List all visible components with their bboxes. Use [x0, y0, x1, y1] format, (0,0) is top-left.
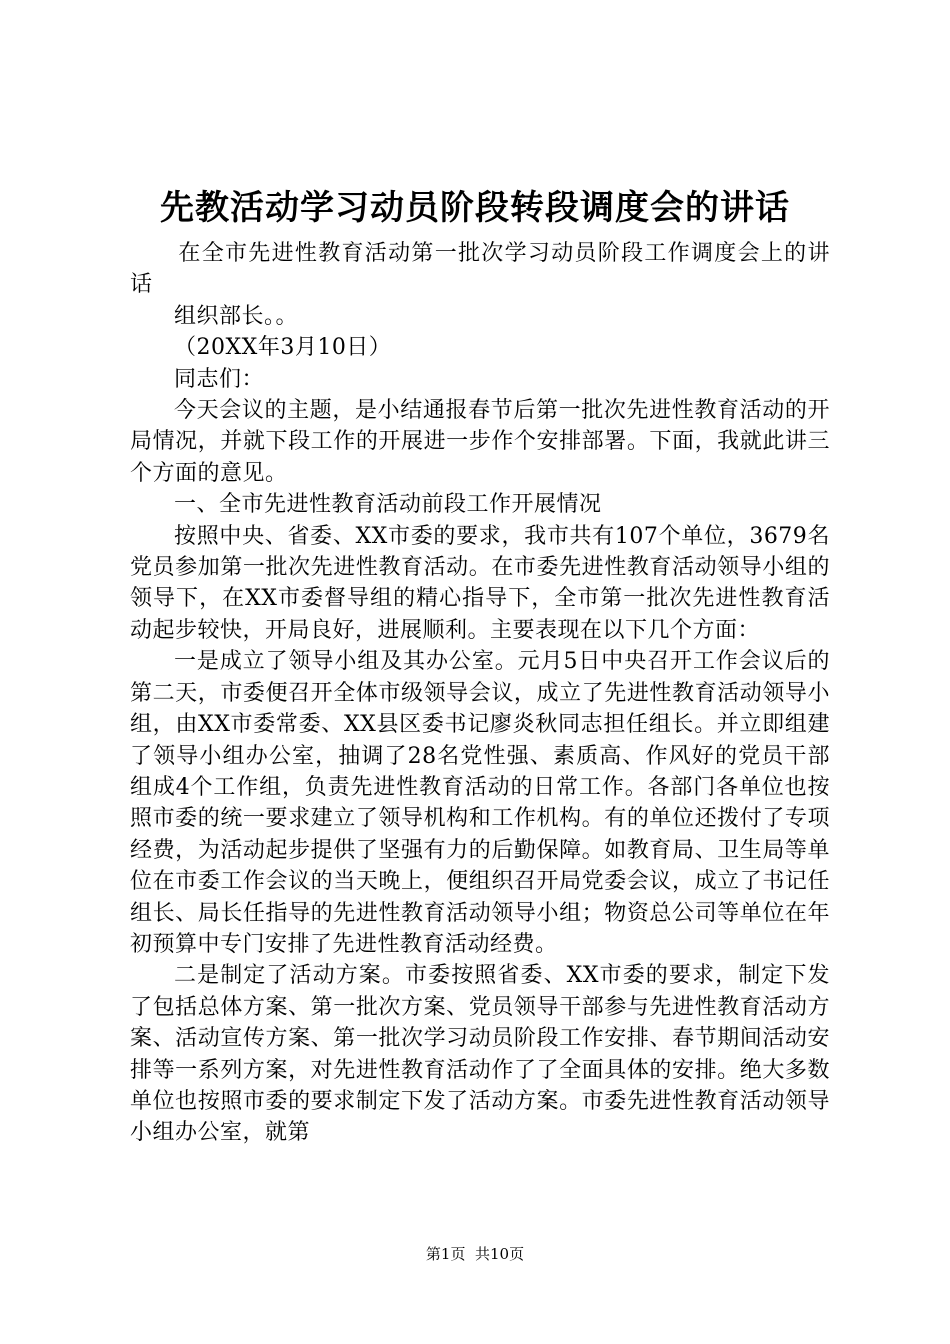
paragraph: （20XX年3月10日） — [174, 335, 392, 361]
paragraph: 今天会议的主题，是小结通报春节后第一批次先进性教育活动的开局情况，并就下段工作的开展进一步作个安排部署。下面，我就此讲三个方面的意见。 — [130, 398, 830, 486]
page-total: 共10页 — [475, 1245, 525, 1263]
paragraph: 二是制定了活动方案。市委按照省委、XX市委的要求，制定下发了包括总体方案、第一批次方案、党员领导干部参与先进性教育活动方案、活动宣传方案、第一批次学习动员阶段工作安排、春节期间活动安排等一系列方案，对先进性教育活动作了了全面具体的安排。绝大多数单位也按照市委的要求制定下发了活动方案。市委先进性教育活动领导小组办公室，就第 — [130, 963, 830, 1146]
paragraph: 在全市先进性教育活动第一批次学习动员阶段工作调度会上的讲话 — [130, 241, 830, 298]
footer-spacer — [465, 1245, 475, 1263]
page-footer — [0, 1244, 950, 1264]
paragraph: 组织部长。。 — [174, 303, 299, 329]
paragraph: 同志们： — [174, 366, 265, 392]
paragraph: 一是成立了领导小组及其办公室。元月5日中央召开工作会议后的第二天，市委便召开全体市级领导会议，成立了先进性教育活动领导小组，由XX市委常委、XX县区委书记廖炎秋同志担任组长。并立即组建了领导小组办公室，抽调了28名党性强、素质高、作风好的党员干部组成4个工作组，负责先进性教育活动的日常工作。各部门各单位也按照市委的统一要求建立了领导机构和工作机构。有的单位还拨付了专项经费，为活动起步提供了坚强有力的后勤保障。如教育局、卫生局等单位在市委工作会议的当天晚上，便组织召开局党委会议，成立了书记任组长、局长任指导的先进性教育活动领导小组；物资总公司等单位在年初预算中专门安排了先进性教育活动经费。 — [130, 649, 830, 957]
document-body — [130, 238, 830, 1149]
page-number: 第1页 — [425, 1245, 466, 1263]
paragraph: 按照中央、省委、XX市委的要求，我市共有107个单位，3679名党员参加第一批次先进性教育活动。在市委先进性教育活动领导小组的领导下，在XX市委督导组的精心指导下，全市第一批次先进性教育活动起步较快，开局良好，进展顺利。主要表现在以下几个方面： — [130, 523, 830, 643]
document-title: 先教活动学习动员阶段转段调度会的讲话 — [160, 188, 790, 228]
section-heading: 一、全市先进性教育活动前段工作开展情况 — [174, 492, 602, 518]
